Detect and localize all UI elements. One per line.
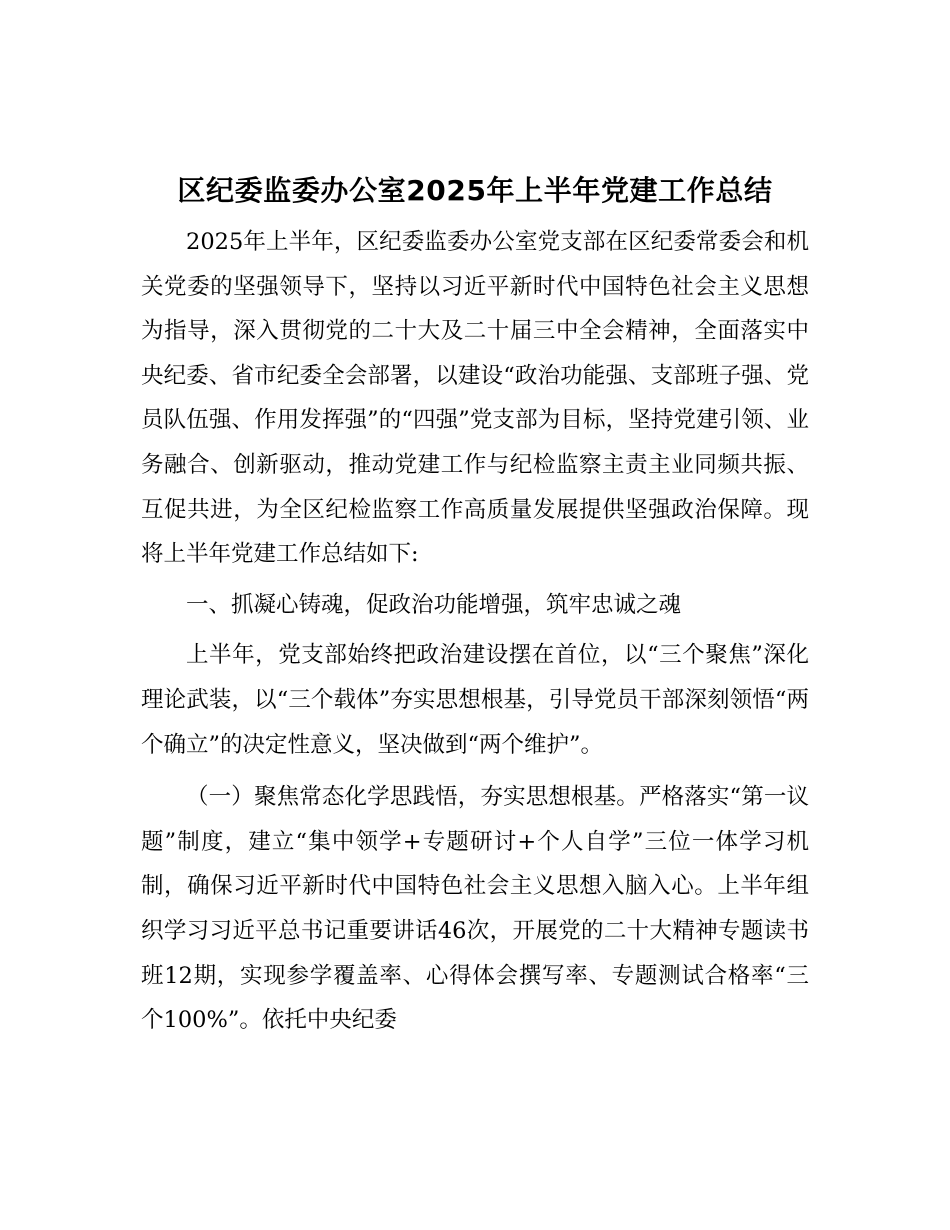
- section-1-paragraph: 上半年，党支部始终把政治建设摆在首位，以“三个聚焦”深化理论武装，以“三个载体”夯实思想根基，引导党员干部深刻领悟“两个确立”的决定性意义，坚决做到“两个维护”。: [141, 642, 809, 758]
- intro-paragraph: 2025年上半年，区纪委监委办公室党支部在区纪委常委会和机关党委的坚强领导下，坚持以习近平新时代中国特色社会主义思想为指导，深入贯彻党的二十大及二十届三中全会精神，全面落实中央纪委、省市纪委全会部署，以建设“政治功能强、支部班子强、党员队伍强、作用发挥强”的“四强”党支部为目标，坚持党建引领、业务融合、创新驱动，推动党建工作与纪检监察主责主业同频共振、互促共进，为全区纪检监察工作高质量发展提供坚强政治保障。现将上半年党建工作总结如下:: [141, 229, 809, 568]
- subsection-1-paragraph: （一）聚焦常态化学思践悟，夯实思想根基。严格落实“第一议题”制度，建立“集中领学+专题研讨+个人自学”三位一体学习机制，确保习近平新时代中国特色社会主义思想入脑入心。上半年组织学习习近平总书记重要讲话46次，开展党的二十大精神专题读书班12期，实现参学覆盖率、心得体会撰写率、专题测试合格率“三个100%”。依托中央纪委: [141, 784, 809, 1034]
- document-title: 区纪委监委办公室2025年上半年党建工作总结: [177, 174, 773, 207]
- document-body: [141, 168, 809, 1043]
- section-heading-1: 一、抓凝心铸魂，促政治功能增强，筑牢忠诚之魂: [186, 591, 682, 618]
